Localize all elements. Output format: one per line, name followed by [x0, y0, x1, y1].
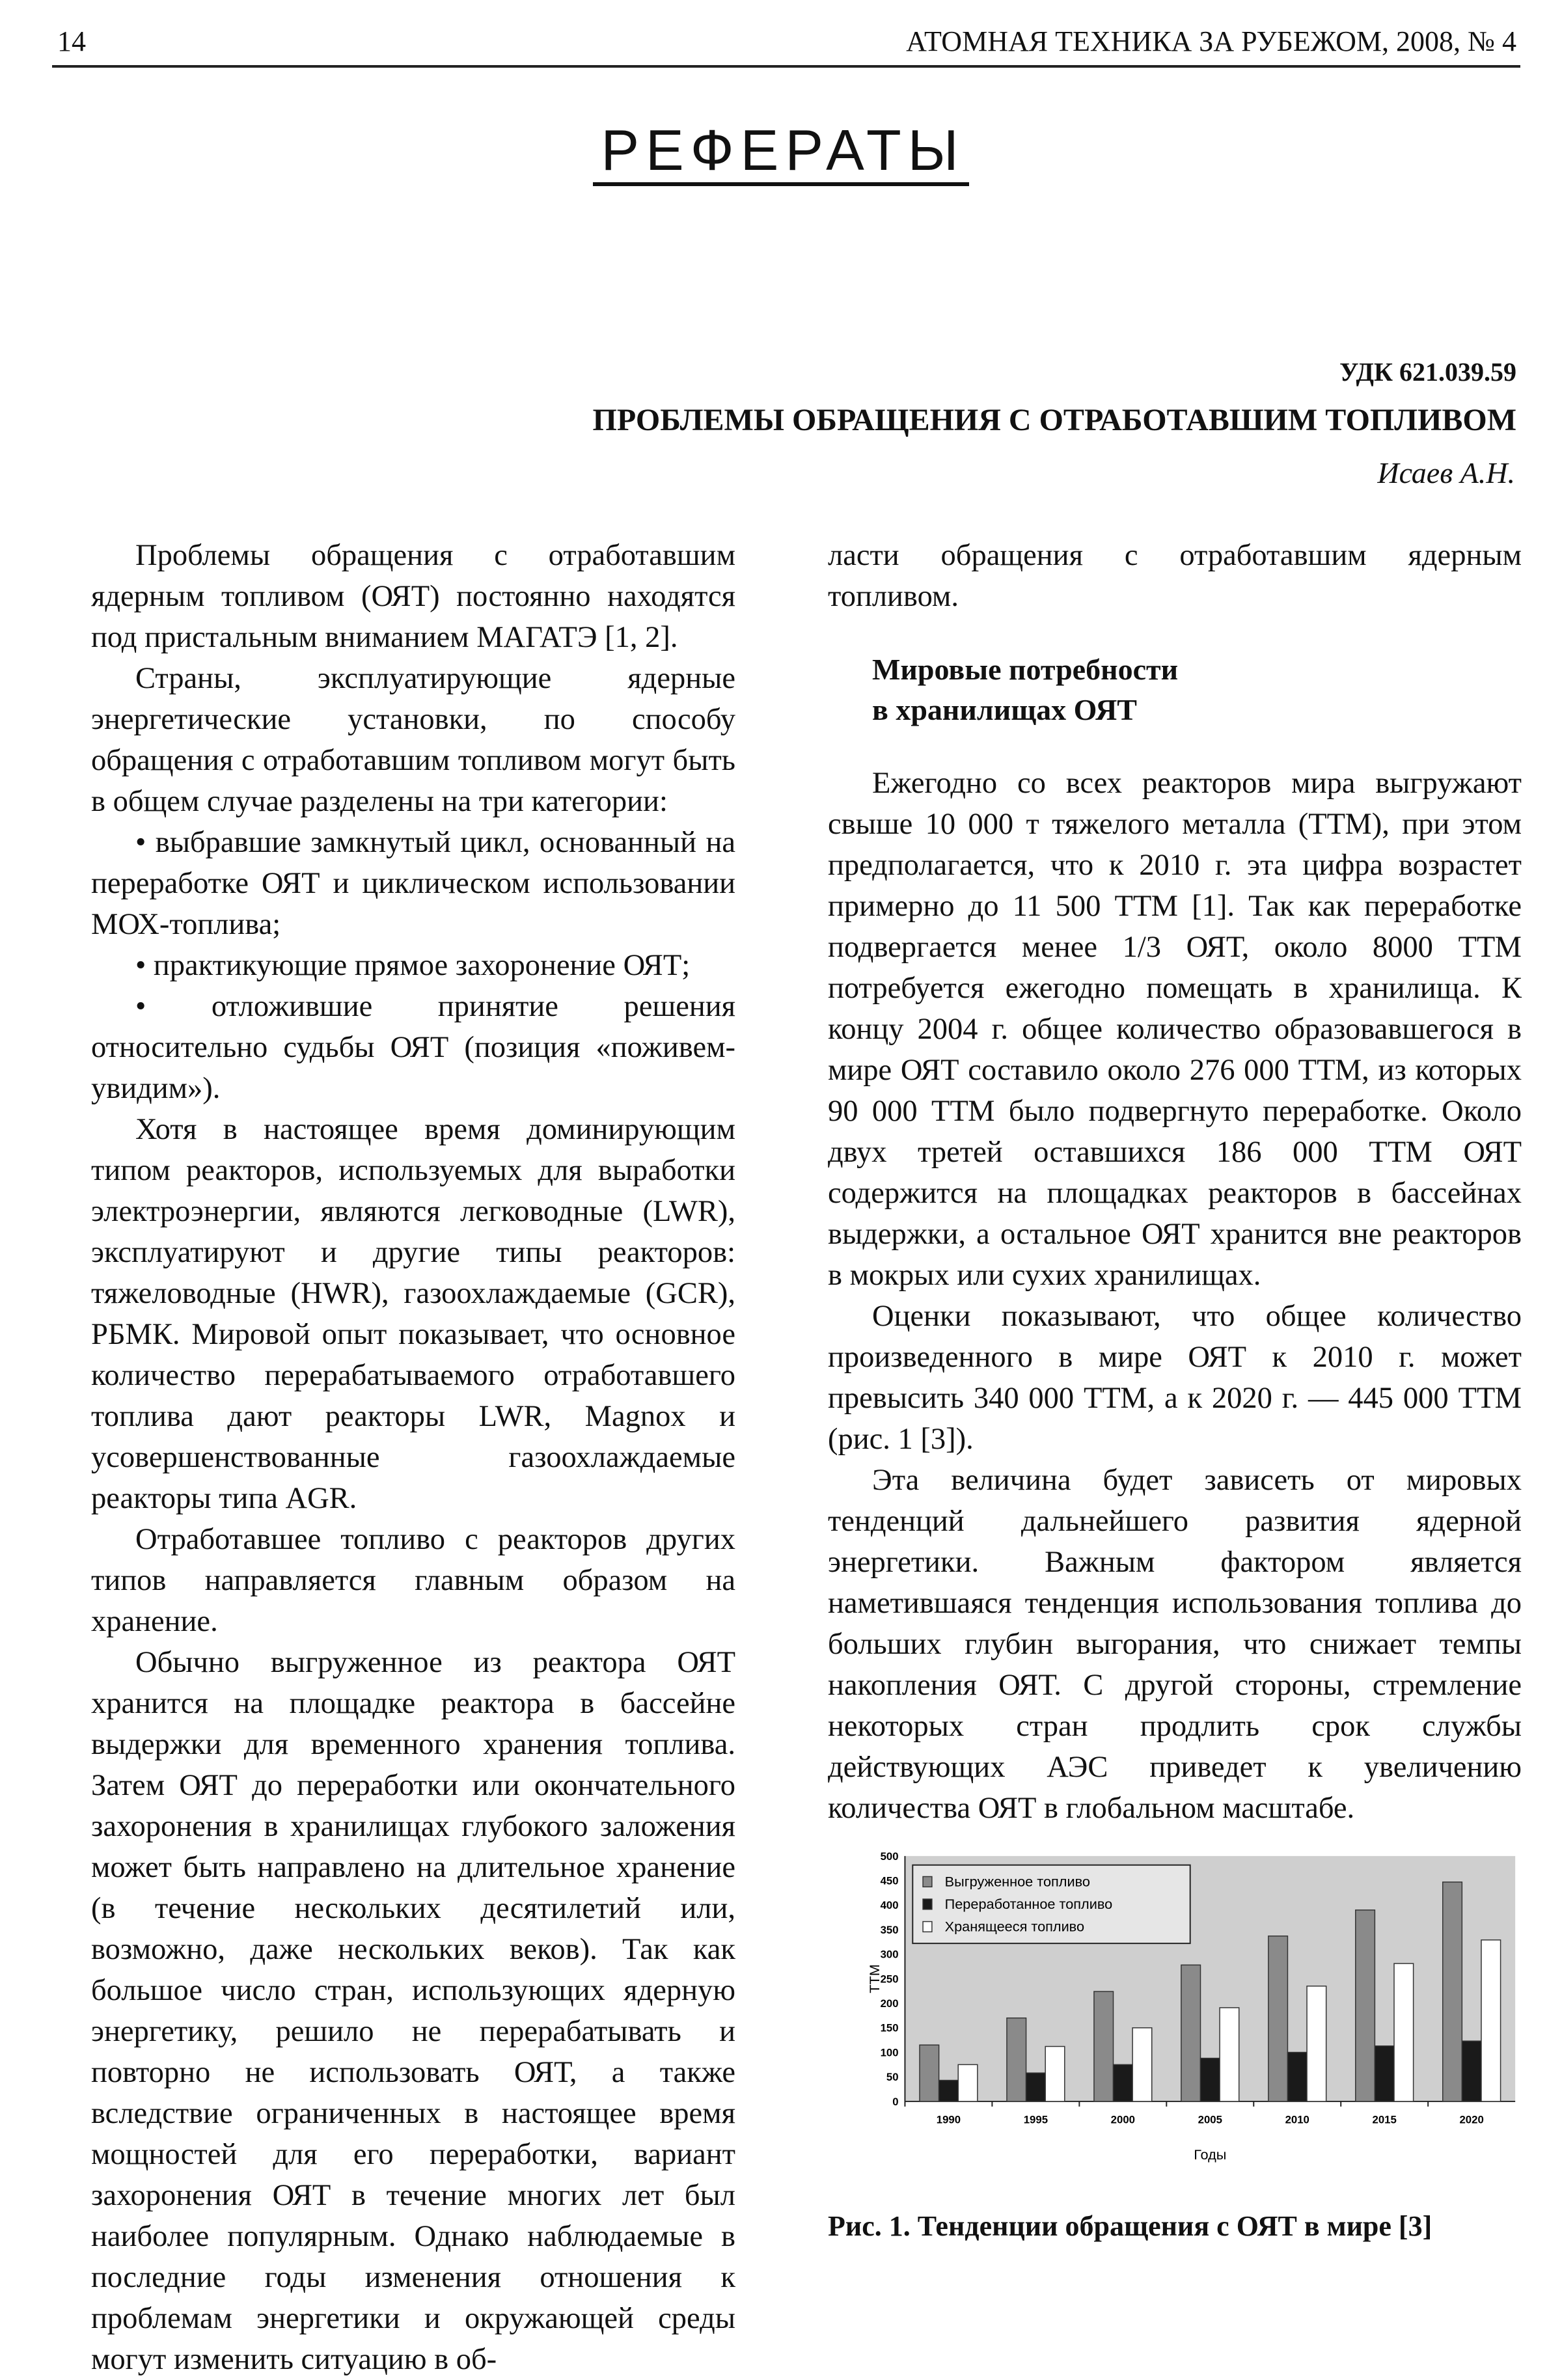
heading-line: в хранилищах ОЯТ	[872, 693, 1137, 726]
journal-title: АТОМНАЯ ТЕХНИКА ЗА РУБЕЖОМ, 2008, № 4	[906, 25, 1516, 57]
paragraph: Отработавшее топливо с реакторов других типов направляется главным образом на хранение.	[91, 1523, 735, 1638]
right-column	[828, 535, 1522, 2245]
bar	[1114, 2064, 1133, 2101]
bar	[1132, 2028, 1152, 2101]
bar	[1007, 2018, 1026, 2101]
y-tick-label: 250	[880, 1973, 899, 1986]
x-axis-label: Годы	[1194, 2146, 1227, 2163]
y-axis-label: ТТМ	[866, 1964, 883, 1993]
legend-swatch	[923, 1899, 932, 1909]
x-tick-label: 2020	[1459, 2113, 1484, 2126]
figure-caption: Рис. 1. Тенденции обращения с ОЯТ в мире [3]	[828, 2210, 1432, 2242]
y-tick-label: 450	[880, 1874, 899, 1887]
bar	[1481, 1940, 1501, 2101]
header-rule	[52, 65, 1520, 68]
y-tick-label: 50	[886, 2071, 899, 2084]
bar	[958, 2064, 978, 2101]
bar	[1394, 1963, 1414, 2101]
bar	[1462, 2041, 1481, 2101]
bar	[1094, 1991, 1114, 2101]
paragraph: Эта величина будет зависеть от мировых тенденций дальнейшего развития ядерной энергетики. Важным фактором является наметившаяся тенденция использования топлива до больших глубин выгорания, что снижает темпы накопления ОЯТ. С другой стороны, стремление некоторых стран продлить срок службы действующих АЭС приведет к увеличению количества ОЯТ в глобальном масштабе.	[828, 1464, 1522, 1825]
paragraph: Страны, эксплуатирующие ядерные энергетические установки, по способу обращения с отработавшим топливом могут быть в общем случае разделены на три категории:	[91, 662, 735, 818]
y-tick-label: 0	[892, 2095, 899, 2108]
bar	[1443, 1882, 1462, 2101]
article-title: ПРОБЛЕМЫ ОБРАЩЕНИЯ С ОТРАБОТАВШИМ ТОПЛИВОМ	[592, 403, 1516, 437]
legend-label: Переработанное топливо	[944, 1895, 1113, 1912]
y-tick-label: 500	[880, 1850, 899, 1863]
legend-label: Хранящееся топливо	[944, 1918, 1085, 1935]
bar	[1220, 2008, 1239, 2101]
bar	[1268, 1936, 1288, 2101]
figure-1	[828, 1844, 1522, 2245]
udk-code: УДК 621.039.59	[1339, 357, 1516, 387]
bar	[1356, 1910, 1375, 2101]
left-column	[91, 535, 735, 2380]
x-tick-label: 1995	[1023, 2113, 1048, 2126]
bullet-item: • отложившие принятие решения относительно судьбы ОЯТ (позиция «поживем-увидим»).	[91, 990, 735, 1105]
legend-swatch	[923, 1876, 932, 1887]
bar	[1307, 1986, 1326, 2101]
legend-swatch	[923, 1922, 932, 1932]
x-tick-label: 1990	[936, 2113, 961, 2126]
bar	[939, 2081, 959, 2101]
bar	[1375, 2046, 1394, 2101]
paragraph: Обычно выгруженное из реактора ОЯТ хранится на площадке реактора в бассейне выдержки для временного хранения топлива. Затем ОЯТ до переработки или окончательного захоронения в хранилищах глубокого заложения может быть направлено на длительное хранение (в течение нескольких десятилетий или, возможно, даже нескольких веков). Так как большое число стран, использующих ядерную энергетику, решило не перерабатывать и повторно не использовать ОЯТ, а также вследствие ограниченных в настоящее время мощностей для его переработки, вариант захоронения ОЯТ в течение многих лет был наиболее популярным. Однако наблюдаемые в последние годы изменения отношения к проблемам энергетики и окружающей среды могут изменить ситуацию в об-	[91, 1646, 735, 2376]
y-tick-label: 400	[880, 1899, 899, 1912]
paragraph-continuation: ласти обращения с отработавшим ядерным топливом.	[828, 539, 1522, 613]
heading-line: Мировые потребности	[872, 653, 1179, 686]
paragraph: Проблемы обращения с отработавшим ядерным топливом (ОЯТ) постоянно находятся под пристальным вниманием МАГАТЭ [1, 2].	[91, 539, 735, 654]
bullet-item: • практикующие прямое захоронение ОЯТ;	[135, 949, 691, 982]
paragraph: Хотя в настоящее время доминирующим типом реакторов, используемых для выработки электроэнергии, являются легководные (LWR), эксплуатируют и другие типы реакторов: тяжеловодные (HWR), газоохлаждаемые (GCR), РБМК. Мировой опыт показывает, что основное количество перерабатываемого отработавшего топлива дают реакторы LWR, Magnox и усовершенствованные газоохлаждаемые реакторы типа AGR.	[91, 1113, 735, 1515]
article-author: Исаев А.Н.	[1377, 456, 1515, 489]
bar	[920, 2045, 939, 2101]
bar	[1200, 2059, 1220, 2101]
x-tick-label: 2000	[1110, 2113, 1135, 2126]
subsection-heading	[872, 650, 1522, 730]
legend-label: Выгруженное топливо	[944, 1873, 1090, 1890]
bar	[1026, 2073, 1046, 2101]
bar	[1287, 2053, 1307, 2101]
y-tick-label: 100	[880, 2046, 899, 2059]
bar	[1181, 1965, 1201, 2101]
section-title: РЕФЕРАТЫ	[593, 118, 968, 186]
paragraph: Ежегодно со всех реакторов мира выгружают свыше 10 000 т тяжелого металла (ТТМ), при этом предполагается, что к 2010 г. эта цифра возрастет примерно до 11 500 ТТМ [1]. Так как переработке подвергается менее 1/3 ОЯТ, около 8000 ТТМ потребуется ежегодно помещать в хранилища. К концу 2004 г. общее количество образовавшегося в мире ОЯТ составило около 276 000 ТТМ, из которых 90 000 ТТМ было подвергнуто переработке. Около двух третей оставшихся 186 000 ТТМ ОЯТ содержится на площадках реакторов в бассейнах выдержки, а остальное ОЯТ хранится вне реакторов в мокрых или сухих хранилищах.	[828, 767, 1522, 1292]
figure-1-chart	[828, 1844, 1522, 2204]
x-tick-label: 2005	[1198, 2113, 1222, 2126]
y-tick-label: 350	[880, 1923, 899, 1936]
page-number: 14	[57, 25, 86, 57]
section-heading	[0, 117, 1562, 184]
paragraph: Оценки показывают, что общее количество произведенного в мире ОЯТ к 2010 г. может превысить 340 000 ТТМ, а к 2020 г. — 445 000 ТТМ (рис. 1 [3]).	[828, 1300, 1522, 1456]
bar	[1045, 2046, 1065, 2101]
x-tick-label: 2010	[1285, 2113, 1309, 2126]
bullet-item: • выбравшие замкнутый цикл, основанный на переработке ОЯТ и циклическом использовании МОХ-топлива;	[91, 826, 735, 941]
x-tick-label: 2015	[1372, 2113, 1397, 2126]
y-tick-label: 300	[880, 1948, 899, 1961]
y-tick-label: 200	[880, 1997, 899, 2010]
y-tick-label: 150	[880, 2021, 899, 2034]
